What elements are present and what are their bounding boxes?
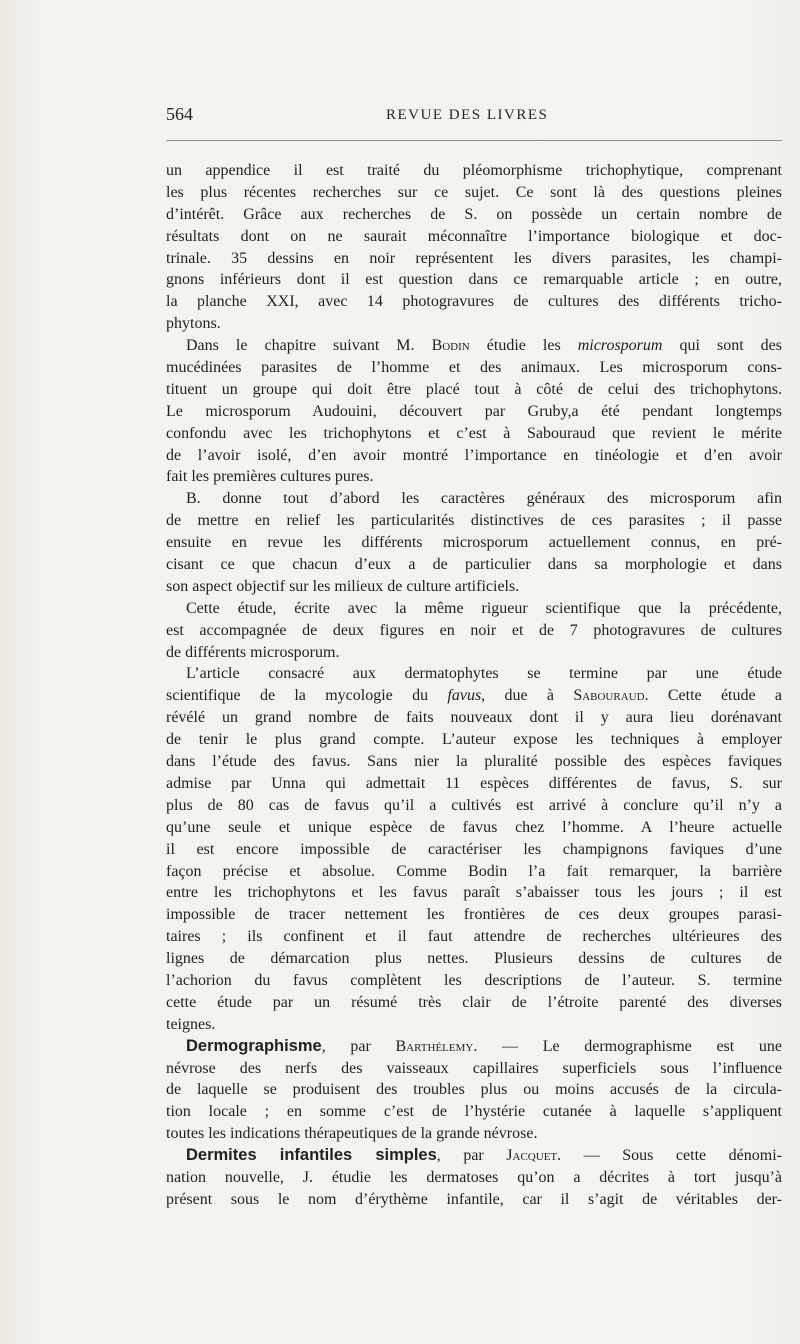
text-line: tion locale ; en somme c’est de l’hystérie cutanée à laquelle s’appliquent (166, 1103, 782, 1121)
text-line: d’intérêt. Grâce aux recherches de S. on possède un certain nombre de (166, 205, 782, 223)
text-line: B. donne tout d’abord les caractères généraux des microsporum afin (186, 490, 782, 508)
text-line: Cette étude, écrite avec la même rigueur scientifique que la précédente, (186, 599, 782, 617)
text-line: phytons. (166, 315, 221, 333)
text-line: confondu avec les trichophytons et c’est à Sabouraud que revient le mérite (166, 424, 782, 442)
section-heading: Dermographisme (186, 1036, 322, 1055)
text-line: présent sous le nom d’érythème infantile, car il s’agit de véritables der- (166, 1190, 782, 1208)
text-line: de l’avoir isolé, d’en avoir montré l’importance en tinéologie et d’en avoir (166, 446, 782, 464)
text-line: L’article consacré aux dermatophytes se termine par une étude (186, 665, 782, 683)
section-heading: Dermites infantiles simples (186, 1146, 437, 1165)
author-name: Jacquet (506, 1147, 558, 1165)
text-line: mucédinées parasites de l’homme et des animaux. Les microsporum cons- (166, 359, 782, 377)
text-line: tituent un groupe qui doit être placé tout à côté de celui des trichophytons. (166, 380, 782, 398)
text-line: ensuite en revue les différents microsporum actuellement connus, en pré- (166, 534, 782, 552)
text-line: admise par Unna qui admettait 11 espèces différentes de favus, S. sur (166, 774, 782, 792)
author-name: Sabouraud (573, 687, 645, 705)
text-line: l’achorion du favus complètent les descriptions de l’auteur. S. termine (166, 971, 782, 989)
text-line: entre les trichophytons et les favus paraît s’abaisser tous les jours ; il est (166, 884, 782, 902)
text-line: trinale. 35 dessins en noir représentent les divers parasites, les champi- (166, 249, 782, 267)
text-line: cette étude par un résumé très clair de l’étroite parenté des diverses (166, 993, 782, 1011)
italic-term: favus (447, 687, 482, 705)
text-line: de laquelle se produisent des troubles plus ou moins accusés de la circula- (166, 1081, 782, 1099)
text-line: Le microsporum Audouini, découvert par Gruby,a été pendant longtemps (166, 402, 782, 420)
text-line: les plus récentes recherches sur ce sujet. Ce sont là des questions pleines (166, 183, 782, 201)
page-number: 564 (166, 104, 193, 124)
text-line: de mettre en relief les particularités distinctives de ces parasites ; il passe (166, 512, 782, 530)
text-line: un appendice il est traité du pléomorphisme trichophytique, comprenant (166, 162, 782, 179)
section-dermographisme: Dermographisme, par Barthélemy. — Le dermographisme est une (186, 1036, 782, 1055)
section-dermites: Dermites infantiles simples, par Jacquet. — Sous cette dénomi- (186, 1146, 782, 1165)
text-line: toutes les indications thérapeutiques de la grande névrose. (166, 1125, 538, 1143)
text-line: Dans le chapitre suivant M. Bodin étudie les microsporum qui sont des (186, 337, 782, 355)
text-line: lignes de démarcation plus nettes. Plusieurs dessins de cultures de (166, 950, 782, 968)
italic-term: microsporum (577, 337, 663, 355)
text-line: la planche XXI, avec 14 photogravures de cultures des différents tricho- (166, 293, 782, 311)
text-line: scientifique de la mycologie du favus, due à Sabouraud. Cette étude a (166, 687, 783, 705)
author-name: Barthélemy (395, 1037, 474, 1055)
text-line: nation nouvelle, J. étudie les dermatoses qu’on a décrites à tort jusqu’à (166, 1168, 782, 1186)
header-rule (166, 140, 782, 141)
text-line: dans l’étude des favus. Sans nier la pluralité possible des espèces faviques (166, 753, 782, 771)
text-line: gnons inférieurs dont il est question dans ce remarquable article ; en outre, (166, 271, 782, 289)
text-line: impossible de tracer nettement les frontières de ces deux groupes parasi- (166, 906, 782, 924)
text-line: taires ; ils confinent et il faut attendre de recherches ultérieures des (166, 928, 782, 946)
text-line: cisant ce que chacun d’eux a de particulier dans sa morphologie et dans (166, 556, 782, 574)
text-line: névrose des nerfs des vaisseaux capillaires superficiels sous l’influence (166, 1059, 782, 1077)
text-line: fait les premières cultures pures. (166, 468, 374, 486)
text-line: façon précise et absolue. Comme Bodin l’a fait remarquer, la barrière (166, 862, 782, 880)
text-line: son aspect objectif sur les milieux de culture artificiels. (166, 577, 520, 595)
text-line: est accompagnée de deux figures en noir et de 7 photogravures de cultures (166, 621, 782, 639)
text-line: résultats dont on ne saurait méconnaître l’importance biologique et doc- (166, 227, 782, 245)
page-header (166, 104, 782, 130)
running-title: REVUE DES LIVRES (386, 107, 549, 123)
text-line: révélé un grand nombre de faits nouveaux dont il y aura lieu dorénavant (166, 709, 782, 727)
text-line: il est encore impossible de caractériser les champignons faviques d’une (166, 840, 782, 858)
author-name: Bodin (431, 337, 470, 355)
text-line: de tenir le plus grand compte. L’auteur expose les techniques à employer (166, 731, 782, 749)
text-line: teignes. (166, 1015, 216, 1033)
text-line: plus de 80 cas de favus qu’il a cultivés est arrivé à conclure qu’il n’y a (166, 796, 782, 814)
text-line: de différents microsporum. (166, 643, 340, 661)
text-line: qu’une seule et unique espèce de favus chez l’homme. A l’heure actuelle (166, 818, 782, 836)
body-text (166, 160, 782, 1211)
